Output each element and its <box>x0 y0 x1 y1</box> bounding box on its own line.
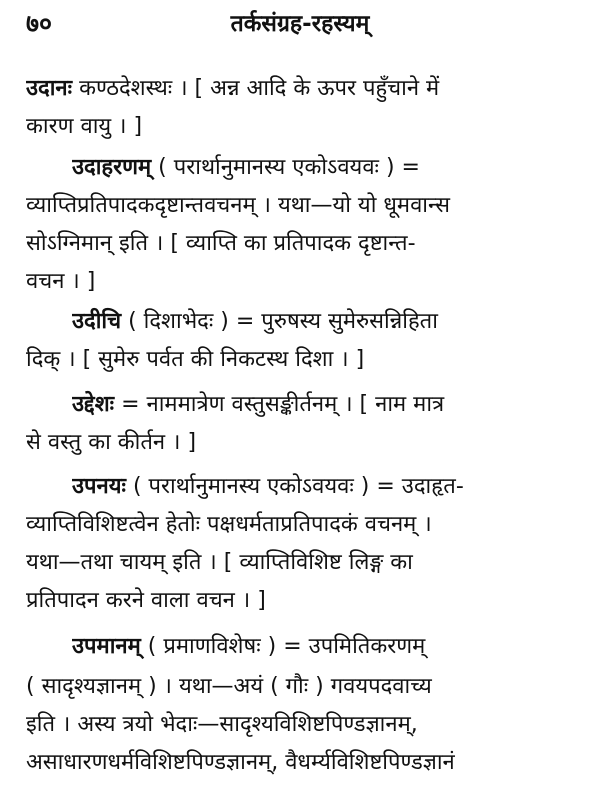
text-line <box>26 744 584 782</box>
line-text: ( प्रमाणविशेषः ) = उपमितिकरणम् <box>140 634 426 659</box>
entry-term: उदाहरणम् <box>72 155 152 180</box>
line-text: ( परार्थानुमानस्य एकोऽवयवः ) = उदाहृत- <box>125 474 464 499</box>
text-line <box>26 544 584 582</box>
text-line <box>26 70 584 108</box>
line-text: से वस्तु का कीर्तन । ] <box>26 430 197 455</box>
line-text: सोऽग्निमान् इति । [ व्याप्ति का प्रतिपादक दृष्टान्त- <box>26 231 416 256</box>
line-text: इति । अस्य त्रयो भेदाः—सादृश्यविशिष्टपिण्डज्ञानम्, <box>26 712 418 737</box>
text-line <box>26 225 584 263</box>
line-text: ( सादृश्यज्ञानम् ) । यथा—अयं ( गौः ) गवयपदवाच्य <box>26 674 432 699</box>
line-text: व्याप्तिविशिष्टत्वेन हेतोः पक्षधर्मताप्रतिपादकं वचनम् । <box>26 512 432 537</box>
entry-term: उदानः <box>26 76 73 101</box>
text-line <box>72 468 584 506</box>
text-line <box>26 506 584 544</box>
text-line <box>26 706 584 744</box>
line-text: कण्ठदेशस्थः । [ अन्न आदि के ऊपर पहुँचाने में <box>72 76 440 101</box>
text-line <box>72 303 584 341</box>
text-line <box>26 187 584 225</box>
running-title: तर्कसंग्रह-रहस्यम् <box>230 11 370 37</box>
text-line <box>26 108 584 146</box>
text-line <box>26 341 584 379</box>
text-line <box>72 386 584 424</box>
entry-term: उद्देशः <box>72 392 115 417</box>
text-line <box>26 263 584 301</box>
line-text: व्याप्तिप्रतिपादकदृष्टान्तवचनम् । यथा—यो यो धूमवान्स <box>26 193 450 218</box>
line-text: ( दिशाभेदः ) = पुरुषस्य सुमेरुसन्निहिता <box>121 309 438 334</box>
text-line <box>26 668 584 706</box>
line-text: = नाममात्रेण वस्तुसङ्कीर्तनम् । [ नाम मात्र <box>114 392 445 417</box>
line-text: कारण वायु । ] <box>26 114 143 139</box>
line-text: यथा—तथा चायम् इति । [ व्याप्तिविशिष्ट लिङ्ग का <box>26 550 413 575</box>
text-line <box>72 149 584 187</box>
line-text: प्रतिपादन करने वाला वचन । ] <box>26 588 266 613</box>
line-text: दिक् । [ सुमेरु पर्वत की निकटस्थ दिशा । ] <box>26 347 365 372</box>
entry-term: उदीचि <box>72 309 122 334</box>
line-text: ( परार्थानुमानस्य एकोऽवयवः ) = <box>151 155 420 180</box>
text-line <box>26 582 584 620</box>
page-number: ७० <box>26 9 53 38</box>
text-line <box>72 628 584 666</box>
line-text: असाधारणधर्मविशिष्टपिण्डज्ञानम्, वैधर्म्यविशिष्टपिण्डज्ञानं <box>26 750 455 775</box>
entry-term: उपमानम् <box>72 634 141 659</box>
page-header <box>0 6 600 42</box>
entry-term: उपनयः <box>72 474 126 499</box>
line-text: वचन । ] <box>26 269 96 294</box>
text-line <box>26 424 584 462</box>
